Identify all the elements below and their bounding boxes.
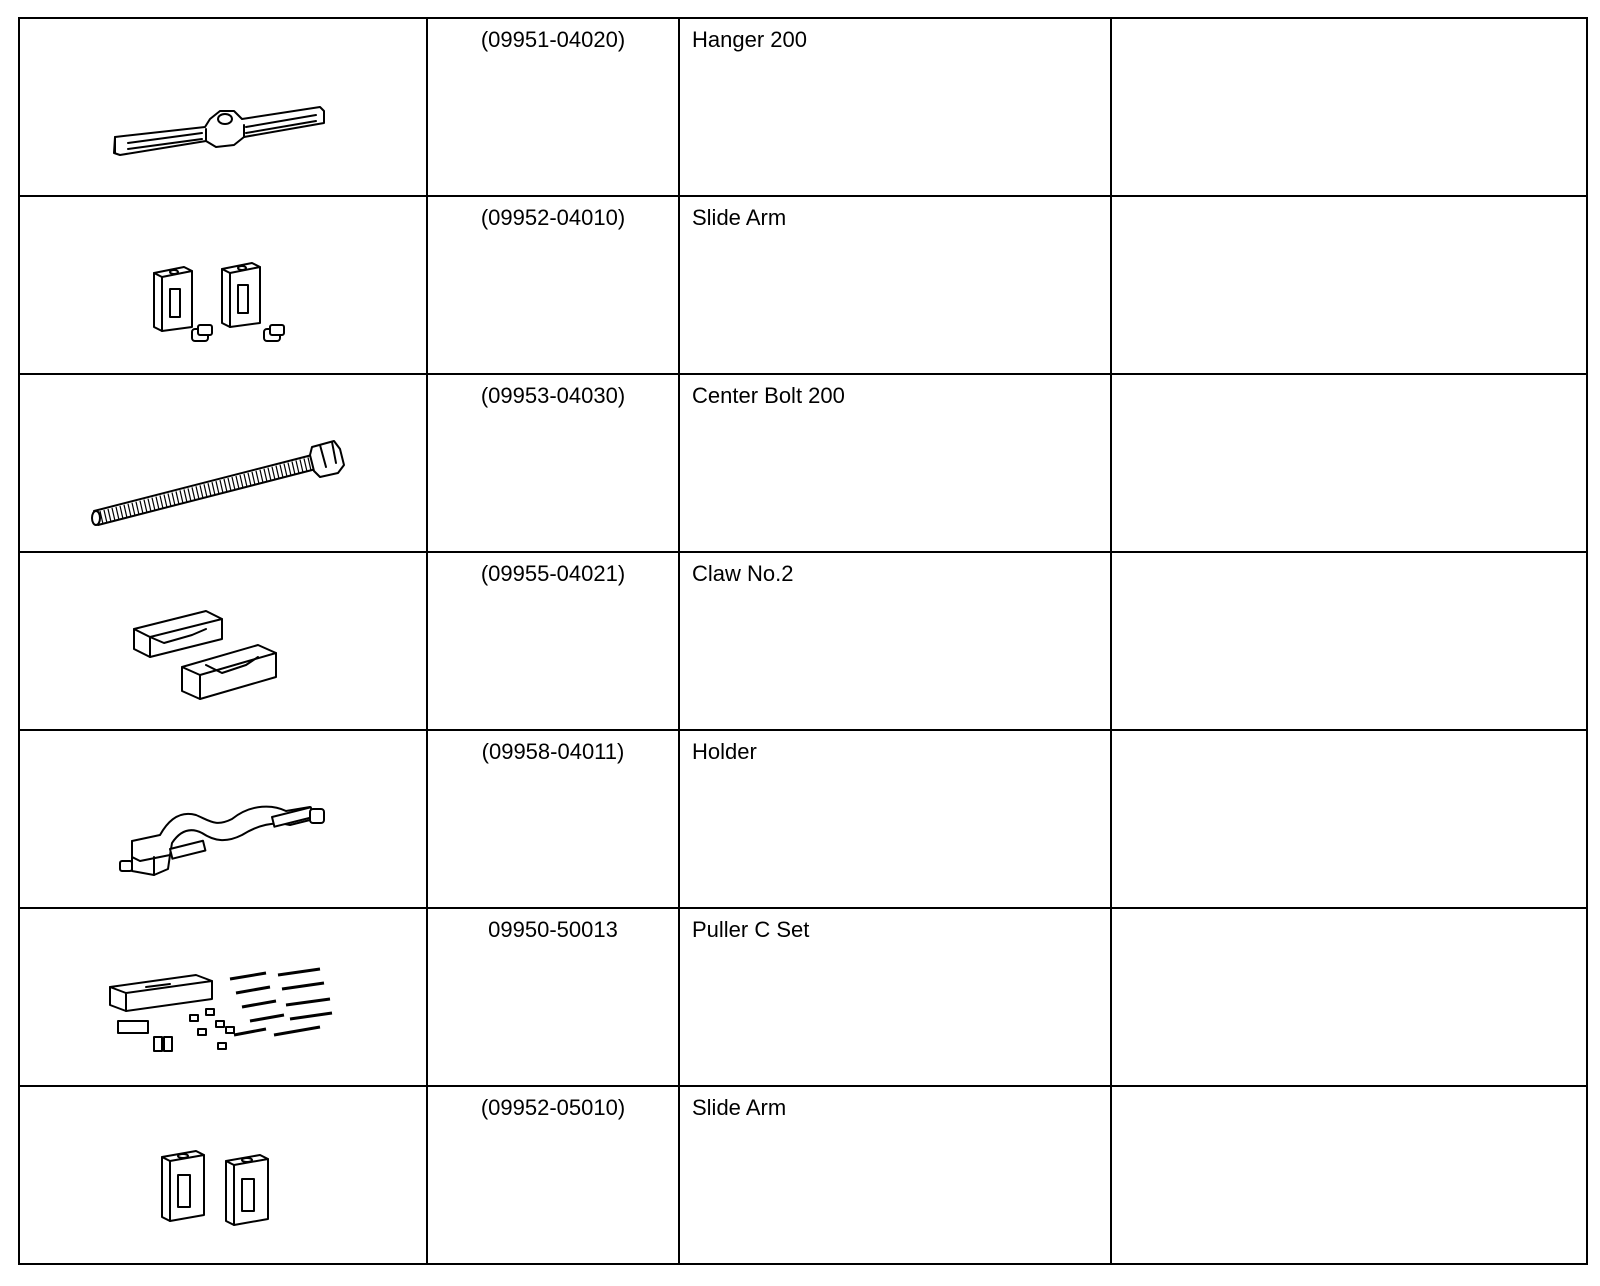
tool-name: Center Bolt 200 — [679, 374, 1111, 552]
table-row — [19, 552, 1587, 730]
illustration-cell — [19, 196, 427, 374]
table-row — [19, 1086, 1587, 1264]
part-number: (09955-04021) — [427, 552, 679, 730]
slide-arm-with-bolts-illustration — [20, 197, 426, 375]
remark — [1111, 374, 1587, 552]
part-number: (09952-04010) — [427, 196, 679, 374]
slide-arm-illustration — [20, 1087, 426, 1265]
illustration-cell — [19, 552, 427, 730]
part-number: (09951-04020) — [427, 18, 679, 196]
remark — [1111, 18, 1587, 196]
part-number: 09950-50013 — [427, 908, 679, 1086]
illustration-cell — [19, 1086, 427, 1264]
tool-name: Claw No.2 — [679, 552, 1111, 730]
special-tools-table — [18, 17, 1588, 1265]
illustration-cell — [19, 730, 427, 908]
remark — [1111, 552, 1587, 730]
tool-name: Holder — [679, 730, 1111, 908]
illustration-cell — [19, 18, 427, 196]
remark — [1111, 908, 1587, 1086]
illustration-cell — [19, 908, 427, 1086]
tool-name: Slide Arm — [679, 196, 1111, 374]
holder-illustration — [20, 731, 426, 909]
table-row — [19, 730, 1587, 908]
part-number: (09952-05010) — [427, 1086, 679, 1264]
tool-name: Slide Arm — [679, 1086, 1111, 1264]
remark — [1111, 196, 1587, 374]
remark — [1111, 730, 1587, 908]
puller-set-illustration — [20, 909, 426, 1087]
tool-name: Hanger 200 — [679, 18, 1111, 196]
part-number: (09958-04011) — [427, 730, 679, 908]
table-row — [19, 908, 1587, 1086]
center-bolt-illustration — [20, 375, 426, 553]
hanger-illustration — [20, 19, 426, 197]
tool-name: Puller C Set — [679, 908, 1111, 1086]
claw-illustration — [20, 553, 426, 731]
part-number: (09953-04030) — [427, 374, 679, 552]
illustration-cell — [19, 374, 427, 552]
remark — [1111, 1086, 1587, 1264]
table-row — [19, 374, 1587, 552]
table-row — [19, 196, 1587, 374]
table-row — [19, 18, 1587, 196]
